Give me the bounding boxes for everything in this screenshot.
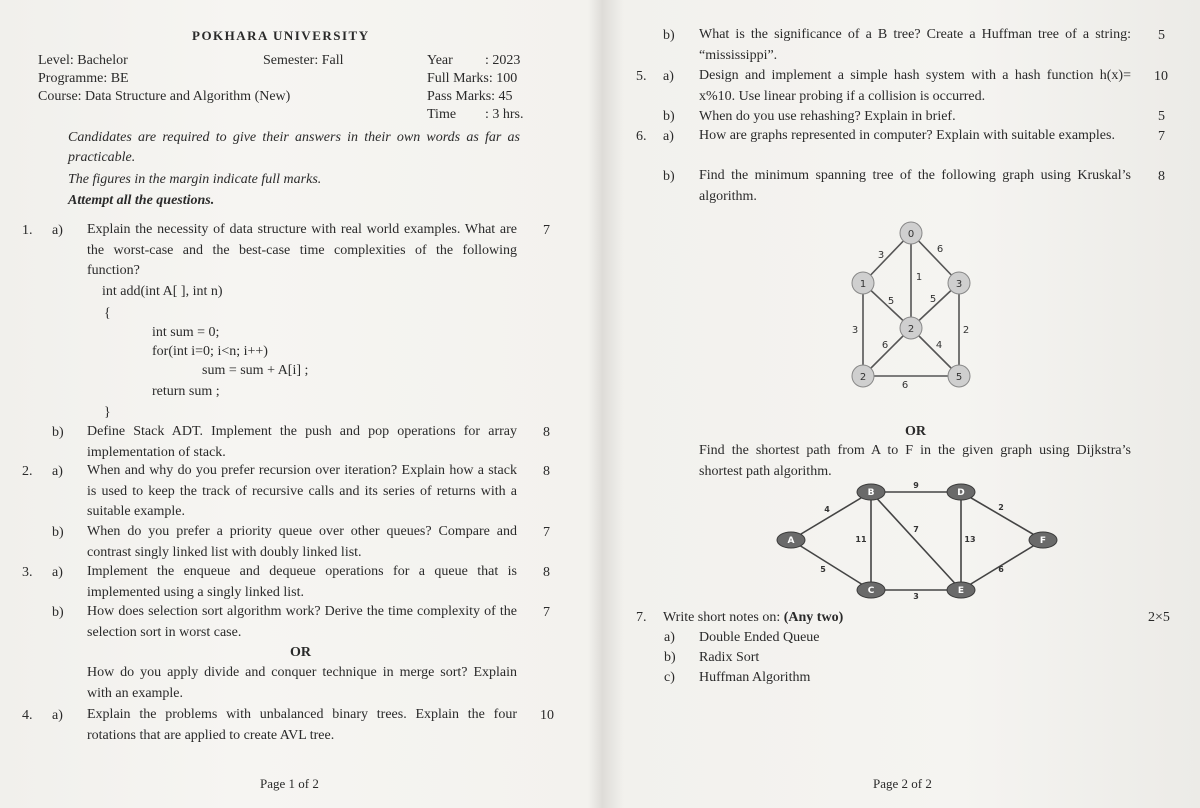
q3-or-text: How do you apply divide and conquer technique in merge sort? Explain with an example. (87, 665, 517, 701)
q4a-text: Explain the problems with unbalanced binary trees. Explain the four rotations that are applied to create AVL tree. (87, 707, 517, 743)
instruction-1: Candidates are required to give their answers in their own words as far as practicable. (68, 130, 520, 165)
graph1-node-label: 3 (955, 279, 963, 290)
graph1-weight: 5 (887, 296, 895, 307)
q2b-label: b) (52, 525, 64, 540)
graph2-weight: 3 (913, 592, 919, 600)
q1a-marks: 7 (543, 223, 550, 238)
q6a-text: How are graphs represented in computer? Explain with suitable examples. (699, 128, 1115, 143)
page-number-2: Page 2 of 2 (873, 776, 932, 791)
code-line-6: return sum ; (152, 384, 220, 399)
q7b-text: Radix Sort (699, 650, 760, 665)
q6-or-text: Find the shortest path from A to F in the given graph using Dijkstra’s shortest path algorithm. (699, 443, 1131, 479)
pass-marks: Pass Marks: 45 (427, 89, 513, 104)
q3-number: 3. (22, 565, 33, 580)
q5a-label: a) (663, 69, 674, 84)
q5a-text: Design and implement a simple hash system with a hash function h(x)= x%10. Use linear probing if a collision is occurred. (699, 68, 1131, 104)
q1b-marks: 8 (543, 425, 550, 440)
mst-graph (835, 218, 985, 398)
graph2-weight: 11 (855, 535, 867, 544)
graph2-edge (871, 492, 961, 590)
code-line-3: int sum = 0; (152, 325, 220, 340)
q1-number: 1. (22, 223, 33, 238)
code-line-5: sum = sum + A[i] ; (202, 363, 309, 378)
q6b-label: b) (663, 169, 675, 184)
q2b-text: When do you prefer a priority queue over other queues? Compare and contrast singly linked list with doubly linked list. (87, 524, 517, 560)
q1b-text: Define Stack ADT. Implement the push and pop operations for array implementation of stack. (87, 424, 517, 460)
q7b-label: b) (664, 650, 676, 665)
q6a-label: a) (663, 129, 674, 144)
q5b-label: b) (663, 109, 675, 124)
q5b-text: When do you use rehashing? Explain in brief. (699, 109, 956, 124)
q2a-label: a) (52, 464, 63, 479)
graph1-node-label: 1 (859, 279, 867, 290)
q4b-label: b) (663, 28, 675, 43)
q4a-label: a) (52, 708, 63, 723)
graph1-weight: 4 (935, 340, 943, 351)
q7-number: 7. (636, 610, 647, 625)
graph2-weight: 4 (824, 505, 830, 514)
graph1-weight: 3 (851, 325, 859, 336)
q6a-marks: 7 (1158, 129, 1165, 144)
q3b-label: b) (52, 605, 64, 620)
time-label: Time (427, 107, 457, 122)
q2b-marks: 7 (543, 525, 550, 540)
q3a-text: Implement the enqueue and dequeue operations for a queue that is implemented using a singly linked list. (87, 564, 517, 600)
q7a-label: a) (664, 630, 675, 645)
q7-prompt: Write short notes on: (663, 610, 781, 625)
q6-or: OR (905, 424, 926, 439)
semester: Semester: Fall (263, 53, 344, 68)
year-value: : 2023 (485, 53, 521, 68)
code-line-1: int add(int A[ ], int n) (102, 284, 223, 299)
q4b-marks: 5 (1158, 28, 1165, 43)
graph2-weight: 7 (913, 525, 919, 534)
course: Course: Data Structure and Algorithm (New) (38, 89, 291, 104)
q7-marks: 2×5 (1148, 610, 1170, 625)
year-label: Year (427, 53, 453, 68)
q5b-marks: 5 (1158, 109, 1165, 124)
graph1-node-label: 0 (907, 229, 915, 240)
q2a-text: When and why do you prefer recursion over iteration? Explain how a stack is used to keep the track of recursive calls and its series of returns with a suitable example. (87, 463, 517, 519)
q5a-marks: 10 (1154, 69, 1168, 84)
q7-text (663, 609, 843, 626)
q7a-text: Double Ended Queue (699, 630, 820, 645)
dijkstra-graph (775, 478, 1065, 600)
instruction-3: Attempt all the questions. (68, 193, 215, 208)
graph2-weight: 9 (913, 481, 919, 490)
q5-number: 5. (636, 69, 647, 84)
graph2-node-label: B (867, 488, 875, 498)
graph1-weight: 6 (881, 340, 889, 351)
q2-number: 2. (22, 464, 33, 479)
instruction-2: The figures in the margin indicate full marks. (68, 172, 322, 187)
graph2-edge (961, 492, 1043, 540)
graph2-node-label: D (957, 488, 965, 498)
q3a-label: a) (52, 565, 63, 580)
q6b-marks: 8 (1158, 169, 1165, 184)
level: Level: Bachelor (38, 53, 128, 68)
q4-number: 4. (22, 708, 33, 723)
q4b-text: What is the significance of a B tree? Create a Huffman tree of a string: “mississippi”. (699, 27, 1131, 63)
graph2-edge (791, 540, 871, 590)
graph1-weight: 3 (877, 250, 885, 261)
q4a-marks: 10 (540, 708, 554, 723)
graph1-weight: 6 (901, 380, 909, 391)
full-marks: Full Marks: 100 (427, 71, 518, 86)
graph1-node-label: 2 (907, 324, 915, 335)
time-value: : 3 hrs. (485, 107, 524, 122)
graph2-edge (791, 492, 871, 540)
graph2-weight: 2 (998, 503, 1004, 512)
graph1-weight: 2 (962, 325, 970, 336)
graph1-node-label: 2 (859, 372, 867, 383)
q6b-text: Find the minimum spanning tree of the following graph using Kruskal’s algorithm. (699, 168, 1131, 204)
graph1-weight: 5 (929, 294, 937, 305)
q3a-marks: 8 (543, 565, 550, 580)
graph1-node-label: 5 (955, 372, 963, 383)
code-line-2: { (104, 306, 111, 321)
graph2-node-label: C (867, 586, 875, 596)
graph2-weight: 13 (964, 535, 976, 544)
graph2-node-label: F (1039, 536, 1047, 546)
q1b-label: b) (52, 425, 64, 440)
q3b-marks: 7 (543, 605, 550, 620)
graph2-weight: 6 (998, 565, 1004, 574)
q2a-marks: 8 (543, 464, 550, 479)
q1a-text: Explain the necessity of data structure with real world examples. What are the worst-case and the best-case time complexities of the following function? (87, 222, 517, 278)
q3b-text: How does selection sort algorithm work? Derive the time complexity of the selection sort in worst case. (87, 604, 517, 640)
q7c-text: Huffman Algorithm (699, 670, 811, 685)
q3-or: OR (290, 645, 311, 660)
q6-number: 6. (636, 129, 647, 144)
graph1-weight: 1 (915, 272, 923, 283)
graph2-node-label: A (787, 536, 795, 546)
q1a-label: a) (52, 223, 63, 238)
code-line-7: } (104, 405, 111, 420)
q7-any-two: (Any two) (783, 610, 844, 625)
graph1-weight: 6 (936, 244, 944, 255)
code-line-4: for(int i=0; i<n; i++) (152, 344, 268, 359)
graph2-node-label: E (957, 586, 965, 596)
graph2-weight: 5 (820, 565, 826, 574)
programme: Programme: BE (38, 71, 129, 86)
university-title: POKHARA UNIVERSITY (192, 28, 370, 43)
q7c-label: c) (664, 670, 675, 685)
page-number-1: Page 1 of 2 (260, 776, 319, 791)
